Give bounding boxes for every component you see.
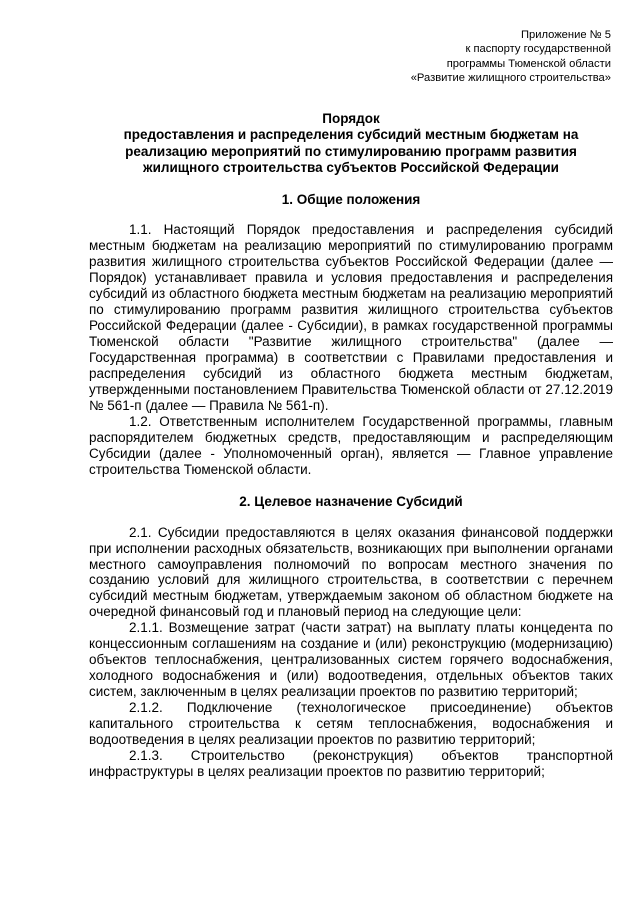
paragraph: 2.1.2. Подключение (технологическое присоединение) объектов капитального строительства к сетям теплоснабжения, водоснабжения и водоотведения в целях реализации проектов по развитию территорий;	[89, 700, 613, 748]
paragraph: 1.1. Настоящий Порядок предоставления и распределения субсидий местным бюджетам на реализацию мероприятий по стимулированию программ развития жилищного строительства субъектов Российской Федерации (далее — Порядок) устанавливает правила и условия предоставления и распределения субсидий из областного бюджета местным бюджетам на реализацию мероприятий по стимулированию программ развития жилищного строительства субъектов Российской Федерации (далее - Субсидии), в рамках государственной программы Тюменской области "Развитие жилищного строительства" (далее — Государственная программа) в соответствии с Правилами предоставления и распределения субсидий из областного бюджета местным бюджетам, утвержденными постановлением Правительства Тюменской области от 27.12.2019 № 561-п (далее — Правила № 561-п).	[89, 222, 613, 413]
title-line: Порядок	[322, 111, 380, 127]
appendix-line: программы Тюменской области	[446, 57, 611, 70]
title-line: жилищного строительства субъектов Российской Федерации	[143, 160, 559, 176]
paragraph: 1.2. Ответственным исполнителем Государственной программы, главным распорядителем бюджетных средств, предоставляющим и распределяющим Субсидии (далее - Уполномоченный орган), является — Главное управление строительства Тюменской области.	[89, 413, 613, 477]
section-heading: 2. Целевое назначение Субсидий	[239, 493, 463, 509]
document-title	[89, 111, 613, 176]
appendix-note	[89, 28, 611, 85]
paragraph: 2.1. Субсидии предоставляются в целях оказания финансовой поддержки при исполнении расходных обязательств, возникающих при выполнении органами местного самоуправления полномочий по вопросам местного значения по созданию условий для жилищного строительства, в соответствии с перечнем субсидий местным бюджетам, утверждаемым законом об областном бюджете на очередной финансовый год и плановый период на следующие цели:	[89, 524, 613, 620]
paragraph: 2.1.1. Возмещение затрат (части затрат) на выплату платы концедента по концессионным соглашениям на создание и (или) реконструкцию (модернизацию) объектов теплоснабжения, централизованных систем горячего водоснабжения, холодного водоснабжения и (или) водоотведения, отдельных объектов таких систем, заключенным в целях реализации проектов по развитию территорий;	[89, 620, 613, 700]
appendix-line: Приложение № 5	[520, 29, 611, 41]
title-line: предоставления и распределения субсидий местным бюджетам на	[123, 127, 579, 143]
section-body	[89, 222, 613, 477]
section-body	[89, 525, 613, 780]
title-line: реализацию мероприятий по стимулированию программ развития	[125, 143, 577, 159]
section-heading: 1. Общие положения	[281, 192, 421, 208]
appendix-line: «Развитие жилищного строительства»	[410, 71, 611, 84]
paragraph: 2.1.3. Строительство (реконструкция) объектов транспортной инфраструктуры в целях реализации проектов по развитию территорий;	[89, 747, 613, 779]
appendix-line: к паспорту государственной	[465, 43, 611, 56]
